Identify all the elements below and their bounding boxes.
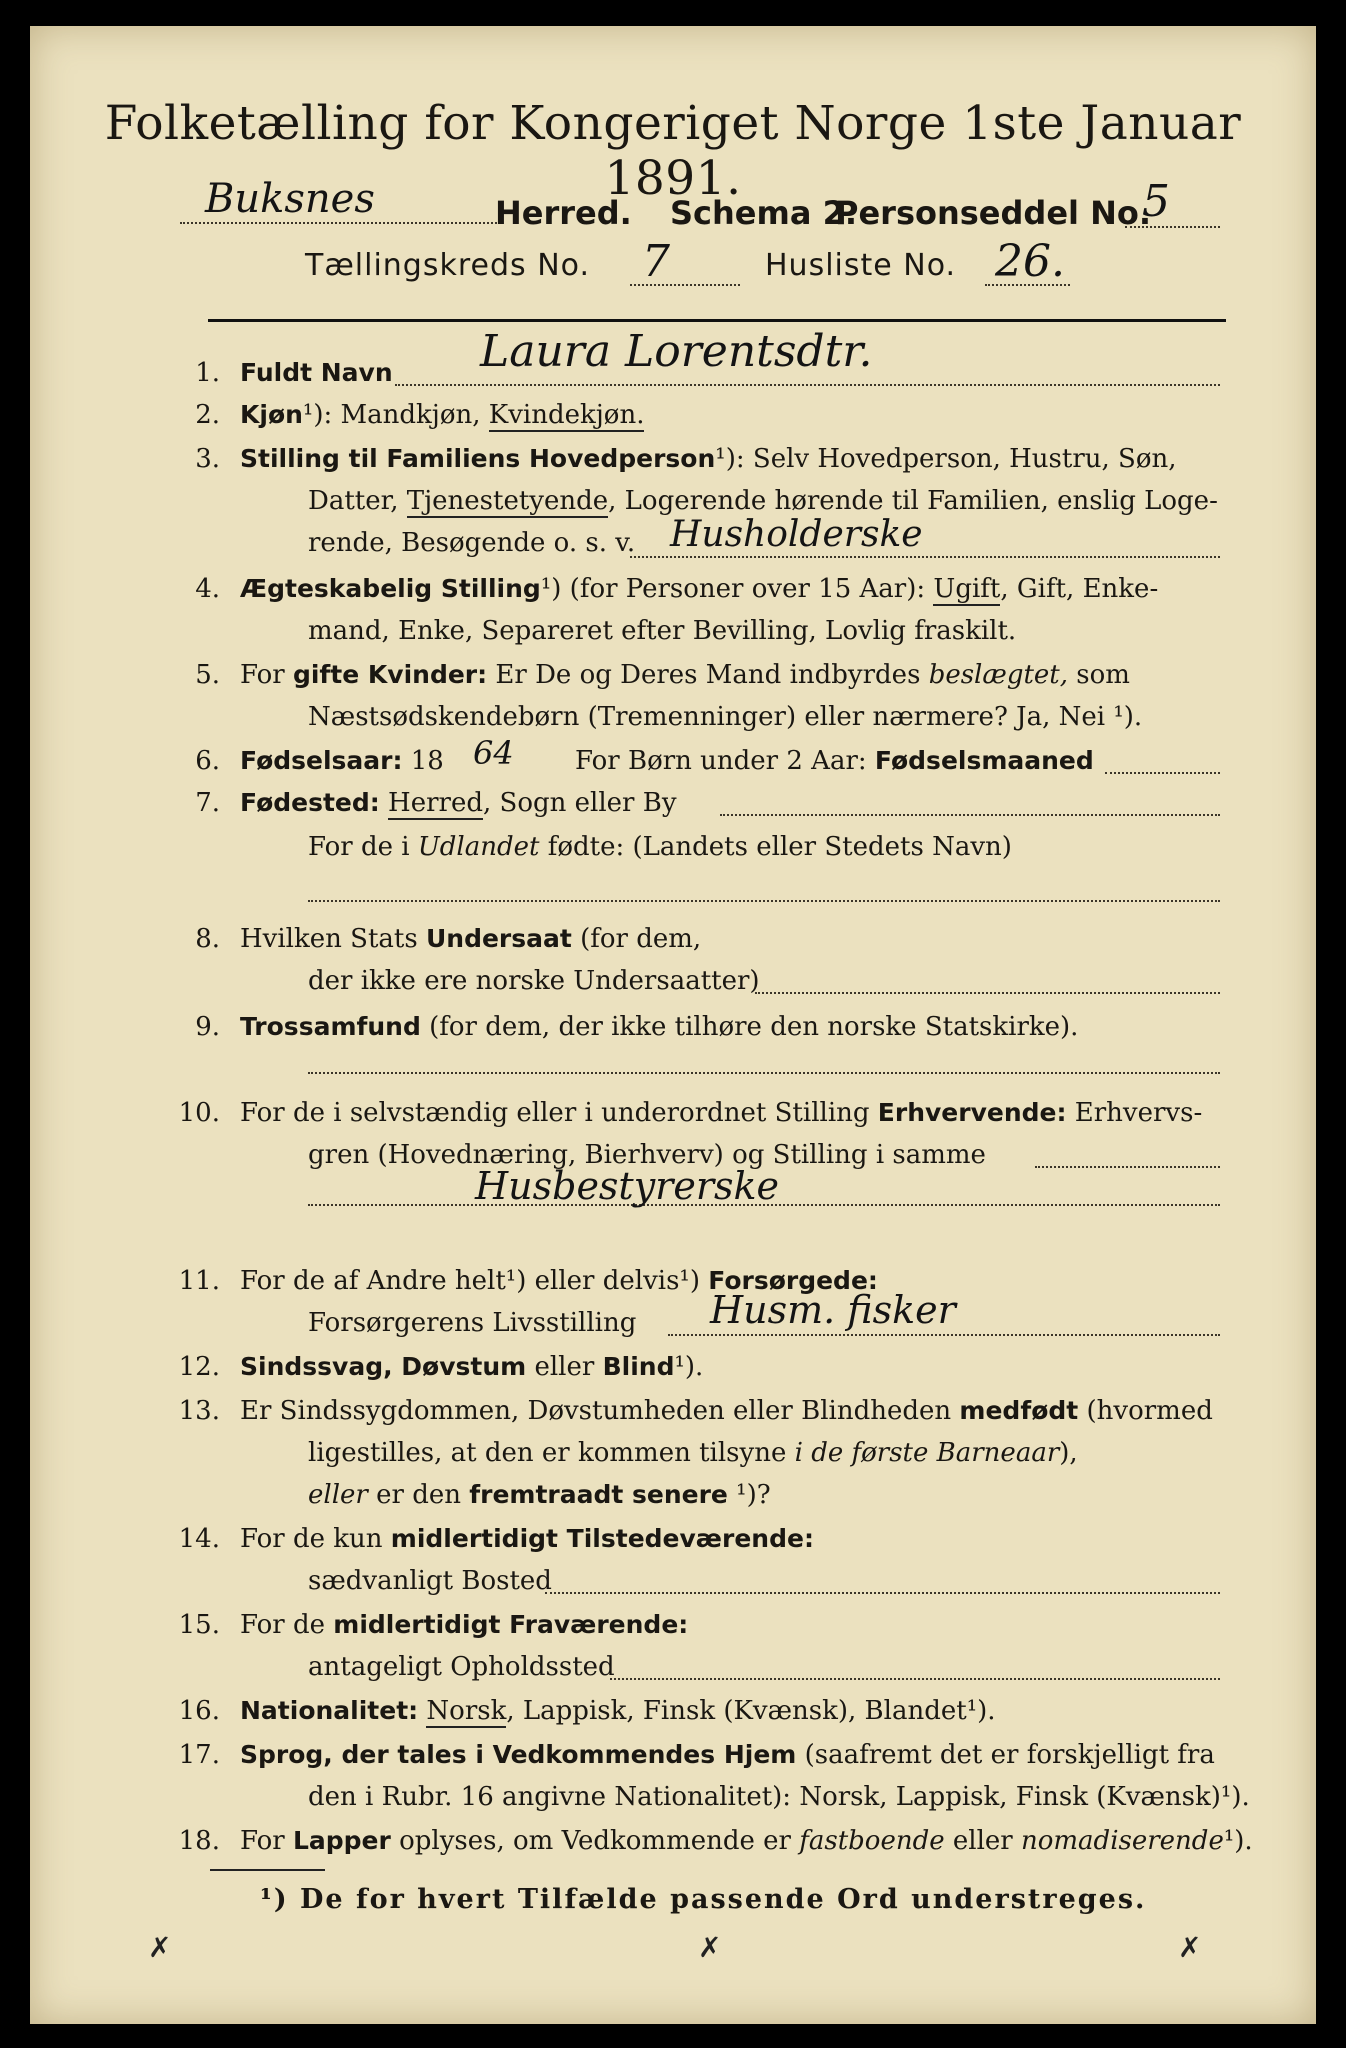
erhverv-value: Husbestyrerske <box>475 1164 779 1208</box>
label-gifte-kvinder: gifte Kvinder: <box>292 660 488 689</box>
stilling-text: rende, Besøgende o. s. v. <box>308 528 636 558</box>
footnote-ref: ¹). <box>674 1352 704 1382</box>
fodested-dots <box>720 814 1220 816</box>
fodselsmaaned-dots <box>1105 772 1220 774</box>
aegteskab-options: mand, Enke, Separeret efter Bevilling, Lovlig fraskilt. <box>308 616 1017 646</box>
census-form: Folketælling for Kongeriget Norge 1ste Januar 1891. Buksnes Herred. Schema 2. Personseddel No. 5 Tællingskreds No. 7 Husliste No. 26. 1. Fuldt Navn Laura Lorentsdtr. 2. Kjøn¹): Mandkjøn, Kvindekjøn. 3. Stilling til Familiens Hovedperson¹): Selv Hovedperson, Hustru, Søn, Datter, Tjenestetyende, Logerende hørende til Familien, enslig Loge- rende, Besøgende o. s. v. Husholderske 4. Ægteskabelig Stilling¹) (for Personer over 15 Aar): Ugift, Gift, Enke- mand, Enke, Separeret efter Bevilling, Lovlig fraskilt. 5. For gifte Kvinder: Er De og Deres Mand indbyrdes beslægtet, som Næstsødskendebørn (Tremenninger) eller nærmere? Ja, Nei ¹). 6. Fødselsaar: 18 For Børn under 2 Aar: Fødselsmaaned 64 7. Fødested: Herred, Sogn eller By For de i Udlandet fødte: (Landets eller Stedets Navn) 8. Hvilken Stats Undersaat (for dem, der ikke ere norske Undersaatter) 9. Trossamfund (for dem, der ikke tilhøre den norske Statskirke). 10. For de i selvstændig eller i underordnet Stilling Erhvervende: Erhvervs- gren (Hovednæring, Bierhverv) og Stilling i samme Husbestyrerske 11. For de af Andre helt¹) eller delvis¹) Forsørgede: Forsørgerens Livsstilling Husm. fisker 12. Sindssvag, Døvstum eller Blind¹). 13. Er Sindssygdommen, Døvstumheden eller Blindheden medfødt (hvormed ligestilles, at den er kommen tilsyne i de første Barneaar), eller er den fremtraadt senere ¹)? 14. For de kun midlertidigt Tilstedeværende: sædvanligt Bosted 15. For de midlertidigt Fraværende: antageligt Opholdssted 16. Nationalitet: Norsk, Lappisk, Finsk (Kvænsk), Blandet¹). 17. Sprog, der tales i Vedkommendes Hjem (saafremt det er forskjelligt fra den i Rubr. 16 angivne Nationalitet): Norsk, Lappisk, Finsk (Kvænsk)¹). 18. For Lapper oplyses, om Vedkommende er fastboende eller nomadiserende¹). ¹) De for hvert Tilfælde passende Ord understreges. ✗ ✗ ✗ <box>30 26 1316 2024</box>
registration-mark-center: ✗ <box>698 1931 722 1964</box>
kreds-value: 7 <box>642 236 670 287</box>
husliste-value: 26. <box>995 236 1065 287</box>
stilling-text: Datter, <box>308 486 399 516</box>
item-number: 12. <box>178 1352 220 1382</box>
stilling-options: : Selv Hovedperson, Hustru, Søn, <box>735 444 1177 474</box>
stilling-dots <box>630 556 1220 558</box>
item-number: 11. <box>178 1266 220 1296</box>
forsorger-text: Forsørgerens Livsstilling <box>308 1308 637 1338</box>
opholdssted-dots <box>610 1678 1220 1680</box>
erhverv-text: Erhvervs- <box>1074 1098 1203 1128</box>
lapper-italic: fastboende <box>799 1826 945 1856</box>
label-lapper: Lapper <box>292 1826 391 1855</box>
label-tilstede: midlertidigt Tilstedeværende: <box>390 1524 814 1553</box>
udland-dots <box>308 900 1220 902</box>
trossamfund-text: (for dem, der ikke tilhøre den norske Statskirke). <box>429 1012 1079 1042</box>
fodested-options: , Sogn eller By <box>483 788 677 818</box>
bosted-text: sædvanligt Bosted <box>308 1566 552 1596</box>
lapper-text: oplyses, om Vedkommende er <box>399 1826 791 1856</box>
fodselsaar-value: 64 <box>473 734 514 772</box>
personseddel-label: Personseddel No. <box>835 194 1152 232</box>
husliste-label: Husliste No. <box>765 248 957 283</box>
item-number: 1. <box>195 358 220 388</box>
forsorger-value: Husm. fisker <box>710 1288 956 1332</box>
label-stilling: Stilling til Familiens Hovedperson <box>240 444 716 473</box>
label-fuldt-navn: Fuldt Navn <box>240 358 393 387</box>
navn-value: Laura Lorentsdtr. <box>480 326 873 377</box>
header-rule <box>208 319 1226 322</box>
gifte-text: som <box>1076 660 1130 690</box>
footnote-ref: ¹). <box>1223 1826 1253 1856</box>
aegteskab-selected: Ugift <box>933 574 1001 604</box>
item-number: 6. <box>195 746 220 776</box>
label-sindssvag: Sindssvag, Døvstum <box>240 1352 527 1381</box>
gifte-question: Næstsødskendebørn (Tremenninger) eller nærmere? Ja, Nei ¹). <box>308 702 1143 732</box>
lapper-text: For <box>240 1826 285 1856</box>
item-number: 13. <box>178 1396 220 1426</box>
label-aegteskab: Ægteskabelig Stilling <box>240 574 541 603</box>
footnote-ref: ¹) <box>540 574 562 604</box>
fodselsaar-prefix: 18 <box>410 746 444 776</box>
sindssvag-text: eller <box>534 1352 595 1382</box>
label-fodselsaar: Fødselsaar: <box>240 746 403 775</box>
label-fravaerende: midlertidigt Fraværende: <box>333 1610 689 1639</box>
erhverv-text: For de i selvstændig eller i underordnet Stilling <box>240 1098 870 1128</box>
erhverv-text: gren (Hovednæring, Bierhverv) og Stilling i samme <box>308 1140 986 1170</box>
item-number: 16. <box>178 1696 220 1726</box>
forsorget-text: For de af Andre helt¹) eller delvis¹) <box>240 1266 700 1296</box>
label-forsorgede: Forsørgede: <box>708 1266 878 1295</box>
herred-label: Herred. <box>495 194 632 232</box>
label-blind: Blind <box>602 1352 675 1381</box>
kreds-label: Tællingskreds No. <box>305 248 590 283</box>
item-number: 10. <box>178 1098 220 1128</box>
fravaer-text: For de <box>240 1610 325 1640</box>
footnote-rule <box>210 1869 325 1871</box>
medfodt-italic: i de første Barneaar <box>794 1438 1060 1468</box>
registration-mark-right: ✗ <box>1178 1931 1202 1964</box>
footnote-ref: ¹) <box>302 400 324 430</box>
bosted-dots <box>545 1592 1220 1594</box>
sprog-text: (saafremt det er forskjelligt fra <box>804 1740 1215 1770</box>
item-number: 9. <box>195 1012 220 1042</box>
footnote-ref: ¹) <box>715 444 736 474</box>
medfodt-text: er den <box>376 1480 461 1510</box>
item-number: 5. <box>195 660 220 690</box>
udland-italic: Udlandet <box>417 832 540 862</box>
tilstede-text: For de kun <box>240 1524 383 1554</box>
udland-text: fødte: (Landets eller Stedets Navn) <box>547 832 1012 862</box>
udland-text: For de i <box>308 832 410 862</box>
lapper-italic: nomadiserende <box>1021 1826 1224 1856</box>
nationalitet-selected: Norsk <box>426 1696 507 1726</box>
forsorger-dots <box>668 1334 1220 1336</box>
item-number: 15. <box>178 1610 220 1640</box>
label-undersaat: Undersaat <box>425 924 572 953</box>
label-fremtraadt: fremtraadt senere <box>469 1480 728 1509</box>
medfodt-text: (hvormed <box>1086 1396 1213 1426</box>
erhverv-dots-1 <box>1035 1166 1220 1168</box>
herred-value: Buksnes <box>205 176 375 222</box>
label-erhvervende: Erhvervende: <box>877 1098 1067 1127</box>
nationalitet-options: , Lappisk, Finsk (Kvænsk), Blandet¹). <box>506 1696 996 1726</box>
kjon-options: : Mandkjøn, <box>323 400 481 430</box>
gifte-text: Er De og Deres Mand indbyrdes <box>495 660 921 690</box>
form-title: Folketælling for Kongeriget Norge 1ste Januar 1891. <box>104 96 1242 206</box>
footnote-ref: ¹)? <box>736 1480 771 1510</box>
item-number: 4. <box>195 574 220 604</box>
herred-dots <box>180 222 500 224</box>
item-number: 18. <box>178 1826 220 1856</box>
sprog-options: den i Rubr. 16 angivne Nationalitet): Norsk, Lappisk, Finsk (Kvænsk)¹). <box>308 1782 1250 1812</box>
item-number: 7. <box>195 788 220 818</box>
item-number: 8. <box>195 924 220 954</box>
schema-label: Schema 2. <box>670 194 857 232</box>
gifte-text: For <box>240 660 285 690</box>
navn-dots <box>395 384 1220 386</box>
trossamfund-dots <box>308 1072 1220 1074</box>
lapper-text: eller <box>952 1826 1013 1856</box>
born-text: For Børn under 2 Aar: <box>575 746 867 776</box>
item-number: 3. <box>195 444 220 474</box>
label-nationalitet: Nationalitet: <box>240 1696 419 1725</box>
stilling-selected: Tjenestetyende <box>406 486 609 516</box>
item-number: 17. <box>178 1740 220 1770</box>
label-kjon: Kjøn <box>240 400 303 429</box>
aegteskab-text: (for Personer over 15 Aar): <box>569 574 926 604</box>
stilling-value: Husholderske <box>670 514 923 555</box>
label-fodested: Fødested: <box>240 788 380 817</box>
item-number: 2. <box>195 400 220 430</box>
undersaat-text: Hvilken Stats <box>240 924 418 954</box>
undersaat-dots <box>755 992 1220 994</box>
label-medfodt: medfødt <box>959 1396 1079 1425</box>
label-fodselsmaaned: Fødselsmaaned <box>874 746 1094 775</box>
undersaat-text: der ikke ere norske Undersaatter) <box>308 966 760 996</box>
medfodt-text: Er Sindssygdommen, Døvstumheden eller Blindheden <box>240 1396 952 1426</box>
medfodt-italic: eller <box>308 1480 368 1510</box>
gifte-italic: beslægtet, <box>928 660 1069 690</box>
footnote: ¹) De for hvert Tilfælde passende Ord understreges. <box>260 1884 1147 1915</box>
item-number: 14. <box>178 1524 220 1554</box>
label-sprog: Sprog, der tales i Vedkommendes Hjem <box>240 1740 797 1769</box>
stilling-text: , Logerende hørende til Familien, enslig Loge- <box>608 486 1218 516</box>
medfodt-text: ligestilles, at den er kommen tilsyne <box>308 1438 787 1468</box>
undersaat-text: (for dem, <box>580 924 702 954</box>
personseddel-dots <box>1125 226 1220 228</box>
opholdssted-text: antageligt Opholdssted <box>308 1652 615 1682</box>
kjon-selected: Kvindekjøn. <box>488 400 645 430</box>
personseddel-value: 5 <box>1142 176 1170 227</box>
registration-mark-left: ✗ <box>148 1931 172 1964</box>
aegteskab-options: , Gift, Enke- <box>1000 574 1159 604</box>
fodested-selected: Herred <box>388 788 483 818</box>
label-trossamfund: Trossamfund <box>240 1012 421 1041</box>
